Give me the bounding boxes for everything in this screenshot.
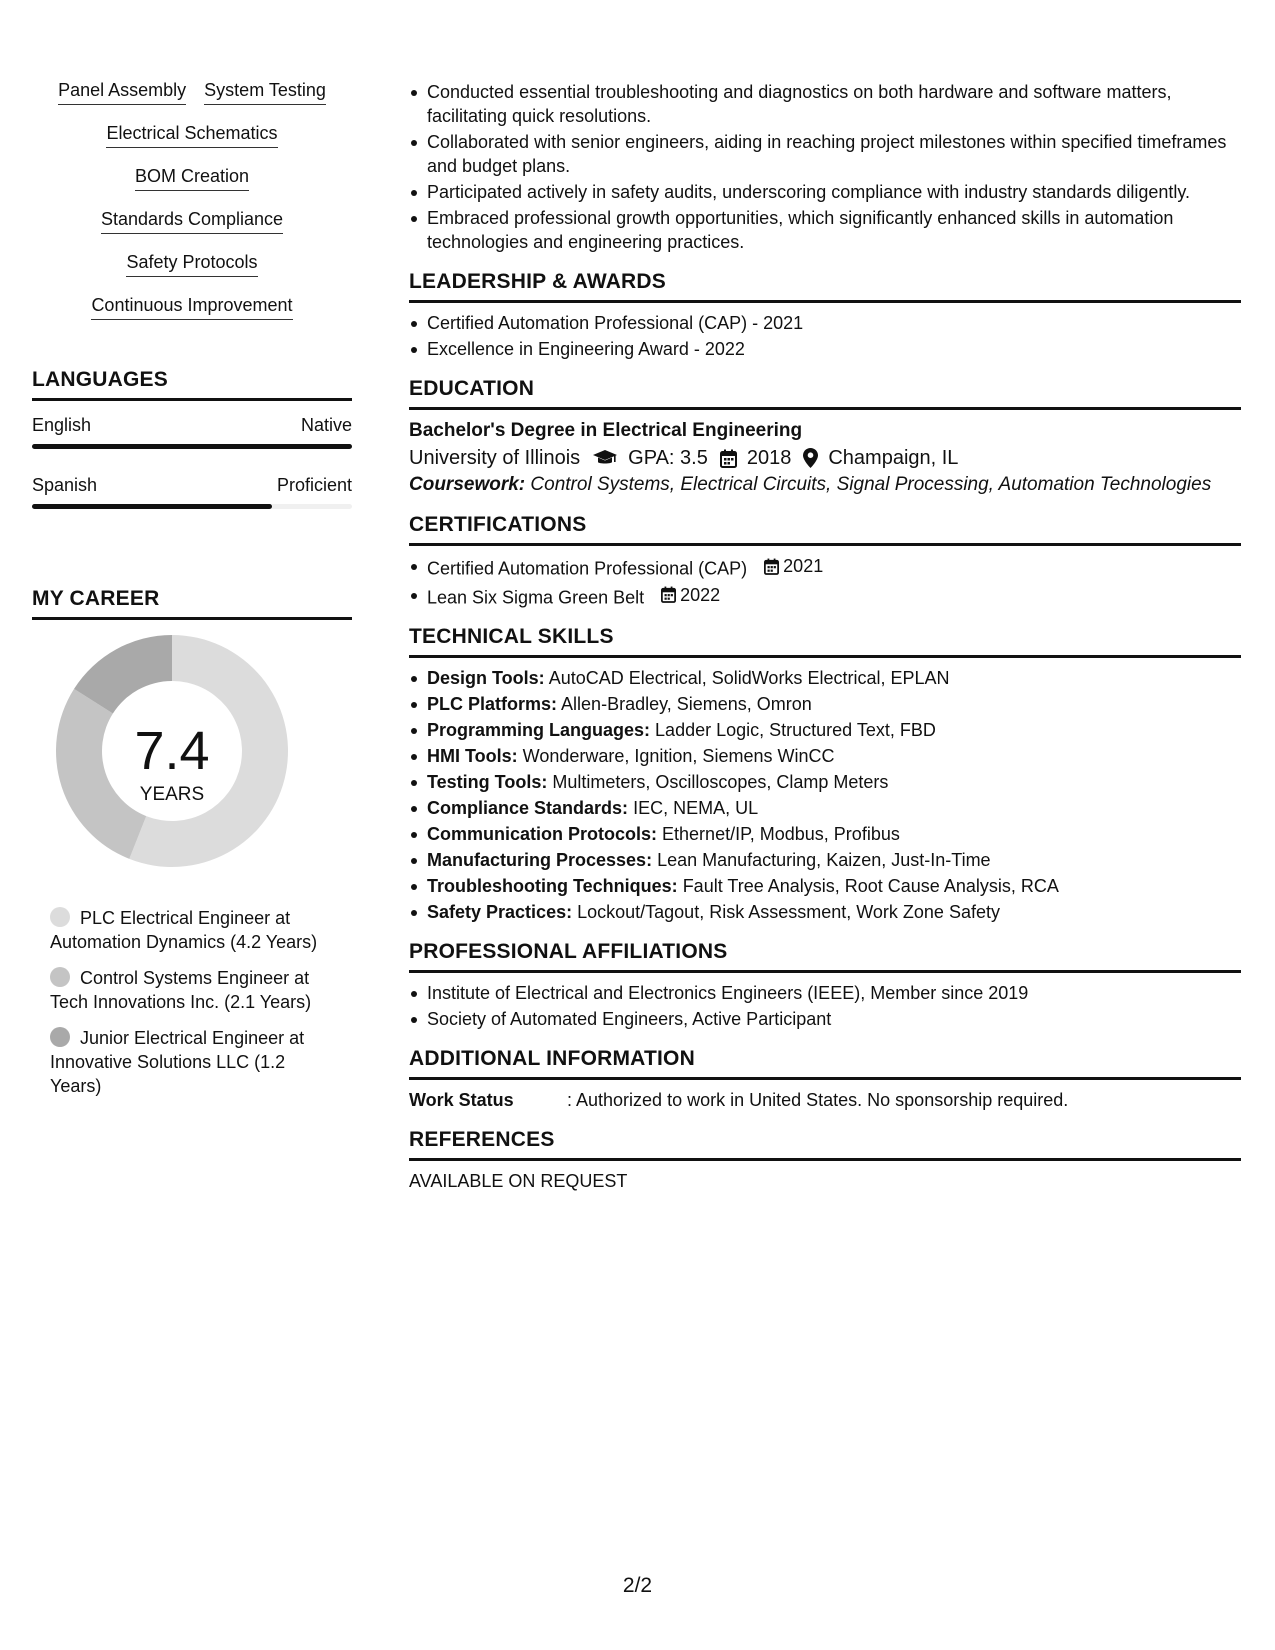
tech-skill-item [409, 822, 1241, 846]
legend-dot [50, 1027, 70, 1047]
affiliations-heading: PROFESSIONAL AFFILIATIONS [409, 940, 1241, 973]
tech-skill-value: Multimeters, Oscilloscopes, Clamp Meters [552, 772, 889, 792]
language-level: Proficient [276, 475, 352, 495]
career-legend-label: Junior Electrical Engineer at Innovative Solutions LLC (1.2 Years) [50, 1028, 305, 1096]
language-name: English [32, 415, 92, 435]
award-item: Certified Automation Professional (CAP) - 2021 [409, 311, 1241, 335]
tech-skill-value: Ethernet/IP, Modbus, Profibus [662, 824, 900, 844]
calendar-icon [661, 586, 676, 603]
graduation-cap-icon [592, 449, 618, 467]
tech-skill-label: HMI Tools: [427, 746, 518, 766]
skill-tag: Safety Protocols [126, 252, 257, 277]
skill-tag: System Testing [204, 80, 326, 105]
tech-skill-label: Manufacturing Processes: [427, 850, 653, 870]
skills-tags [32, 80, 352, 338]
language-bar-fill [32, 444, 352, 449]
tech-skill-label: Testing Tools: [427, 772, 548, 792]
work-status-value: : Authorized to work in United States. No sponsorship required. [567, 1090, 1069, 1110]
career-heading: MY CAREER [32, 587, 352, 620]
language-bar [32, 444, 352, 449]
career-legend-item [50, 966, 330, 1014]
career-legend-label: Control Systems Engineer at Tech Innovations Inc. (2.1 Years) [50, 968, 312, 1012]
career-total: 7.4 [134, 721, 210, 781]
coursework-value: Control Systems, Electrical Circuits, Signal Processing, Automation Technologies [530, 474, 1212, 495]
tech-skill-label: Troubleshooting Techniques: [427, 876, 678, 896]
career-legend [32, 906, 352, 1098]
tech-skill-item [409, 666, 1241, 690]
affiliation-item: Society of Automated Engineers, Active Participant [409, 1007, 1241, 1031]
languages-heading: LANGUAGES [32, 368, 352, 401]
coursework-label: Coursework: [409, 474, 526, 495]
tech-skill-item [409, 796, 1241, 820]
tech-skill-value: Allen-Bradley, Siemens, Omron [561, 694, 812, 714]
tech-skill-item [409, 744, 1241, 768]
tech-skill-item [409, 770, 1241, 794]
language-item [32, 415, 352, 449]
awards-list [409, 311, 1241, 361]
tech-skill-label: Compliance Standards: [427, 798, 629, 818]
tech-skill-item [409, 874, 1241, 898]
technical-skills-heading: TECHNICAL SKILLS [409, 625, 1241, 658]
education-meta [409, 444, 1241, 472]
left-column [32, 80, 352, 1110]
references-text: AVAILABLE ON REQUEST [409, 1171, 628, 1191]
right-column [409, 80, 1241, 1193]
tech-skill-value: Lean Manufacturing, Kaizen, Just-In-Time [657, 850, 991, 870]
certification-item [409, 554, 1241, 581]
education-location: Champaign, IL [828, 447, 959, 469]
tech-skill-label: Design Tools: [427, 668, 545, 688]
tech-skill-value: AutoCAD Electrical, SolidWorks Electrical, EPLAN [548, 668, 950, 688]
experience-bullet: Conducted essential troubleshooting and diagnostics on both hardware and software matters, facilitating quick resolutions. [409, 80, 1241, 128]
education-school: University of Illinois [409, 447, 581, 469]
awards-heading: LEADERSHIP & AWARDS [409, 270, 1241, 303]
tech-skill-item [409, 848, 1241, 872]
tech-skill-value: IEC, NEMA, UL [633, 798, 759, 818]
legend-dot [50, 907, 70, 927]
tech-skill-value: Lockout/Tagout, Risk Assessment, Work Zone Safety [577, 902, 1000, 922]
career-donut-chart [32, 634, 352, 904]
tech-skill-label: Communication Protocols: [427, 824, 658, 844]
legend-dot [50, 967, 70, 987]
experience-bullets [409, 80, 1241, 254]
tech-skill-value: Fault Tree Analysis, Root Cause Analysis, RCA [682, 876, 1059, 896]
page-number: 2/2 [622, 1574, 653, 1597]
affiliations-list [409, 981, 1241, 1031]
tech-skill-value: Ladder Logic, Structured Text, FBD [655, 720, 936, 740]
language-item [32, 475, 352, 509]
skill-tag: Continuous Improvement [91, 295, 292, 320]
education-gpa: GPA: 3.5 [628, 447, 708, 469]
references-heading: REFERENCES [409, 1128, 1241, 1161]
tech-skill-item [409, 718, 1241, 742]
certifications-list [409, 554, 1241, 609]
tech-skill-label: Safety Practices: [427, 902, 573, 922]
certification-name: Certified Automation Professional (CAP) [427, 558, 748, 579]
tech-skill-item [409, 692, 1241, 716]
career-legend-item [50, 1026, 330, 1098]
map-pin-icon [803, 448, 818, 468]
career-legend-label: PLC Electrical Engineer at Automation Dynamics (4.2 Years) [50, 908, 318, 952]
experience-bullet: Participated actively in safety audits, underscoring compliance with industry standards diligently. [409, 180, 1241, 204]
work-status-label: Work Status [409, 1090, 514, 1110]
tech-skill-item [409, 900, 1241, 924]
education-year: 2018 [746, 447, 792, 469]
additional-info-heading: ADDITIONAL INFORMATION [409, 1047, 1241, 1080]
experience-bullet: Collaborated with senior engineers, aiding in reaching project milestones within specified timeframes and budget plans. [409, 130, 1241, 178]
certification-year: 2022 [680, 584, 721, 605]
certification-date [661, 583, 720, 607]
calendar-icon [720, 449, 737, 468]
language-bar [32, 504, 352, 509]
skill-tag: Electrical Schematics [106, 123, 277, 148]
tech-skill-label: PLC Platforms: [427, 694, 558, 714]
language-bar-fill [32, 504, 272, 509]
skill-tag: Panel Assembly [58, 80, 186, 105]
education-heading: EDUCATION [409, 377, 1241, 410]
education-degree: Bachelor's Degree in Electrical Engineering [409, 420, 803, 441]
award-item: Excellence in Engineering Award - 2022 [409, 337, 1241, 361]
certification-date [764, 554, 823, 578]
tech-skill-label: Programming Languages: [427, 720, 651, 740]
experience-bullet: Embraced professional growth opportunities, which significantly enhanced skills in automation technologies and engineering practices. [409, 206, 1241, 254]
work-status [409, 1088, 1241, 1112]
language-level: Native [300, 415, 352, 435]
technical-skills-list [409, 666, 1241, 924]
skill-tag: BOM Creation [135, 166, 249, 191]
career-donut [32, 634, 352, 904]
education-coursework [409, 472, 1241, 497]
certification-name: Lean Six Sigma Green Belt [427, 587, 645, 607]
certification-year: 2021 [783, 556, 824, 576]
language-name: Spanish [32, 475, 98, 495]
career-unit: YEARS [139, 784, 205, 805]
certification-item [409, 583, 1241, 610]
skill-tag: Standards Compliance [101, 209, 283, 234]
tech-skill-value: Wonderware, Ignition, Siemens WinCC [522, 746, 835, 766]
calendar-icon [764, 558, 779, 575]
donut-segment [56, 689, 146, 859]
certifications-heading: CERTIFICATIONS [409, 513, 1241, 546]
career-legend-item [50, 906, 330, 954]
affiliation-item: Institute of Electrical and Electronics Engineers (IEEE), Member since 2019 [409, 981, 1241, 1005]
